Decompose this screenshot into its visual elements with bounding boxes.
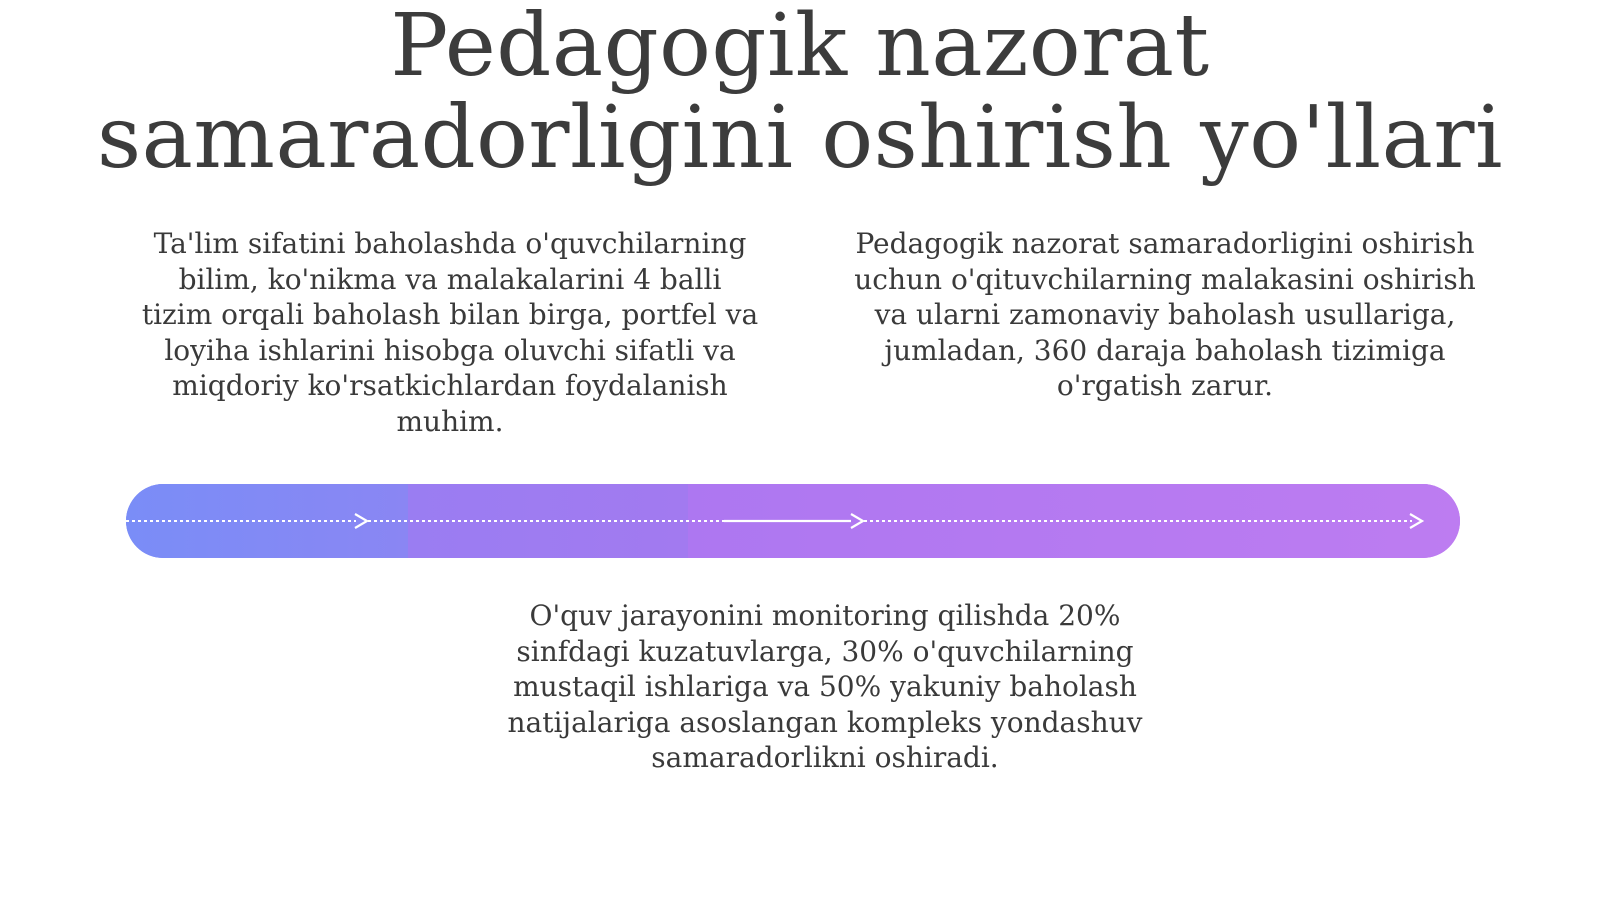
text-block-right: Pedagogik nazorat samaradorligini oshirish uchun o'qituvchilarning malakasini oshirish va ularni zamonaviy baholash usullariga, jumladan, 360 daraja baholash tizimiga o'rgatish zarur. bbox=[854, 227, 1476, 403]
timeline-arrows bbox=[126, 484, 1460, 558]
arrow-right-icon bbox=[355, 514, 367, 528]
slide-title-line-2: samaradorligini oshirish yo'llari bbox=[96, 88, 1504, 188]
arrow-right-icon bbox=[851, 514, 863, 528]
slide-title bbox=[0, 0, 1600, 188]
timeline-bar bbox=[126, 484, 1460, 558]
text-block-left: Ta'lim sifatini baholashda o'quvchilarning bilim, ko'nikma va malakalarini 4 balli tizim orqali baholash bilan birga, portfel va loyiha ishlarini hisobga oluvchi sifatli va miqdoriy ko'rsatkichlardan foydalanish muhim. bbox=[141, 227, 759, 438]
slide-title-line-1: Pedagogik nazorat bbox=[390, 0, 1210, 96]
text-block-bottom: O'quv jarayonini monitoring qilishda 20% sinfdagi kuzatuvlarga, 30% o'quvchilarning mustaqil ishlariga va 50% yakuniy baholash natijalariga asoslangan kompleks yondashuv samaradorlikni oshiradi. bbox=[507, 599, 1143, 775]
